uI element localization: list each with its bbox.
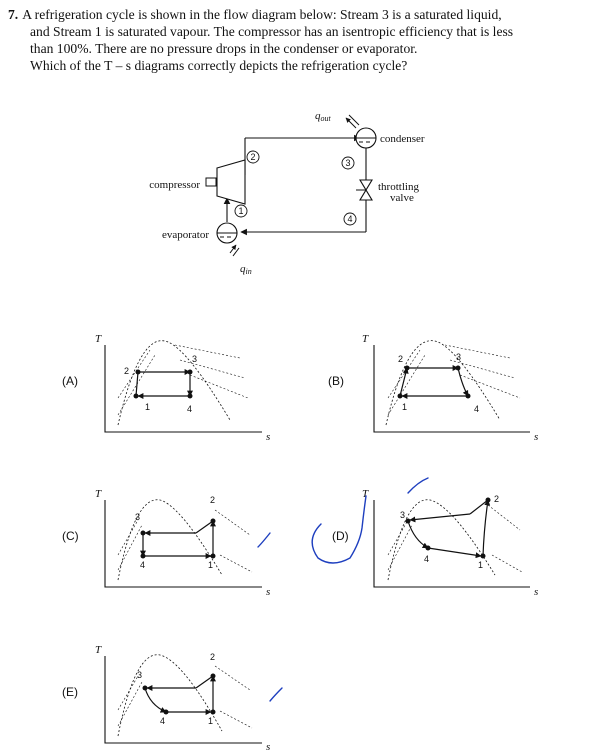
- process-2-3: [410, 514, 470, 520]
- question-line-2: and Stream 1 is saturated vapour. The compressor has an isentropic efficiency that is less: [30, 24, 514, 39]
- state-point-3: [188, 370, 193, 375]
- point-label-3: 3: [192, 354, 198, 364]
- point-label-4: 4: [140, 560, 146, 570]
- point-label-2: 2: [494, 494, 500, 504]
- process-2-desuperheat: [196, 676, 213, 688]
- saturation-dome: [118, 500, 222, 580]
- state-point-3: [141, 531, 146, 536]
- state-point-2: [211, 674, 216, 679]
- state-point-1: [211, 710, 216, 715]
- option-label-d: (D): [332, 529, 349, 543]
- option-label-e: (E): [62, 685, 78, 699]
- svg-text:3: 3: [345, 158, 351, 168]
- q-out-label: qout: [315, 110, 331, 123]
- q-in-arrow-icon: [230, 245, 236, 253]
- process-2-3: [136, 372, 190, 396]
- state-point-1: [134, 394, 139, 399]
- state-point-1: [398, 394, 403, 399]
- svg-text:1: 1: [238, 206, 244, 216]
- compressor-shaft-icon: [206, 178, 216, 186]
- flow-diagram: [149, 110, 425, 276]
- point-label-1: 1: [145, 402, 151, 412]
- stream-marker-3: [342, 157, 354, 169]
- compressor-label: compressor: [149, 179, 200, 191]
- point-label-4: 4: [474, 404, 480, 414]
- stream-marker-1: [235, 205, 247, 217]
- point-label-2: 2: [398, 354, 404, 364]
- point-label-3: 3: [400, 510, 406, 520]
- point-label-3: 3: [137, 670, 143, 680]
- process-3-4: [145, 688, 166, 712]
- process-2-desuperheat: [470, 500, 488, 514]
- state-point-4: [426, 546, 431, 551]
- axes: [105, 656, 262, 743]
- isobars: [388, 345, 520, 415]
- point-label-1: 1: [478, 560, 484, 570]
- ts-diagram-b: [328, 333, 538, 443]
- state-point-2: [136, 370, 141, 375]
- state-point-3: [143, 686, 148, 691]
- throttling-label-2: valve: [390, 192, 414, 204]
- option-label-a: (A): [62, 374, 78, 388]
- axes: [105, 500, 262, 587]
- q-out-arrow-icon: [346, 118, 356, 128]
- question-line-1: A refrigeration cycle is shown in the flow diagram below: Stream 3 is a saturated liquid,: [22, 7, 502, 22]
- state-point-1: [481, 554, 486, 559]
- point-label-1: 1: [208, 560, 214, 570]
- question-line-4: Which of the T – s diagrams correctly depicts the refrigeration cycle?: [30, 58, 408, 73]
- point-label-1: 1: [208, 716, 214, 726]
- checkmark-d-icon: [408, 478, 428, 493]
- state-point-3: [456, 366, 461, 371]
- process-2-desuperheat: [196, 521, 213, 533]
- state-point-4: [164, 710, 169, 715]
- evaporator-label: evaporator: [161, 229, 209, 241]
- ts-diagram-a: [62, 333, 270, 443]
- point-label-1: 1: [402, 402, 408, 412]
- axes: [374, 500, 530, 587]
- saturation-dome: [118, 341, 230, 425]
- ts-diagram-c: [62, 488, 270, 598]
- question-number: 7.: [8, 7, 19, 22]
- axis-t-label: T: [362, 333, 369, 345]
- svg-text:2: 2: [250, 152, 256, 162]
- point-label-4: 4: [187, 404, 193, 414]
- state-point-4: [141, 554, 146, 559]
- axis-s-label: s: [266, 431, 271, 443]
- state-point-3: [406, 519, 411, 524]
- axis-t-label: T: [95, 488, 102, 500]
- axis-t-label: T: [95, 644, 102, 656]
- point-label-2: 2: [124, 366, 130, 376]
- state-point-2: [486, 498, 491, 503]
- stream-marker-2: [247, 151, 259, 163]
- option-label-c: (C): [62, 529, 79, 543]
- axis-s-label: s: [266, 586, 271, 598]
- process-3-4: [458, 368, 468, 396]
- condenser-label: condenser: [380, 133, 425, 145]
- checkmark-e-icon: [270, 688, 282, 701]
- state-point-4: [466, 394, 471, 399]
- compressor-symbol: [217, 160, 245, 204]
- state-point-1: [211, 554, 216, 559]
- state-point-4: [188, 394, 193, 399]
- point-label-4: 4: [424, 554, 430, 564]
- axis-t-label: T: [362, 488, 369, 500]
- saturation-dome: [118, 655, 222, 736]
- q-in-label: qin: [240, 263, 252, 276]
- axes: [105, 345, 262, 432]
- process-1-2: [400, 368, 407, 396]
- option-label-b: (B): [328, 374, 344, 388]
- state-point-2: [405, 366, 410, 371]
- axis-s-label: s: [534, 586, 539, 598]
- throttling-label-1: throttling: [378, 181, 419, 193]
- ts-diagram-e: [62, 644, 270, 751]
- process-3-4: [408, 521, 428, 548]
- point-label-3: 3: [456, 352, 462, 362]
- state-point-2: [211, 519, 216, 524]
- ts-diagram-d: [332, 488, 538, 598]
- point-label-2: 2: [210, 652, 216, 662]
- axis-s-label: s: [534, 431, 539, 443]
- checkmark-c-icon: [258, 533, 270, 547]
- point-label-3: 3: [135, 512, 141, 522]
- point-label-2: 2: [210, 495, 216, 505]
- process-1-2: [483, 500, 488, 556]
- stream-marker-4: [344, 213, 356, 225]
- process-4-1: [428, 548, 481, 556]
- svg-text:4: 4: [347, 214, 353, 224]
- axis-t-label: T: [95, 333, 102, 345]
- point-label-4: 4: [160, 716, 166, 726]
- axis-s-label: s: [266, 741, 271, 751]
- question-line-3: than 100%. There are no pressure drops in the condenser or evaporator.: [30, 41, 418, 56]
